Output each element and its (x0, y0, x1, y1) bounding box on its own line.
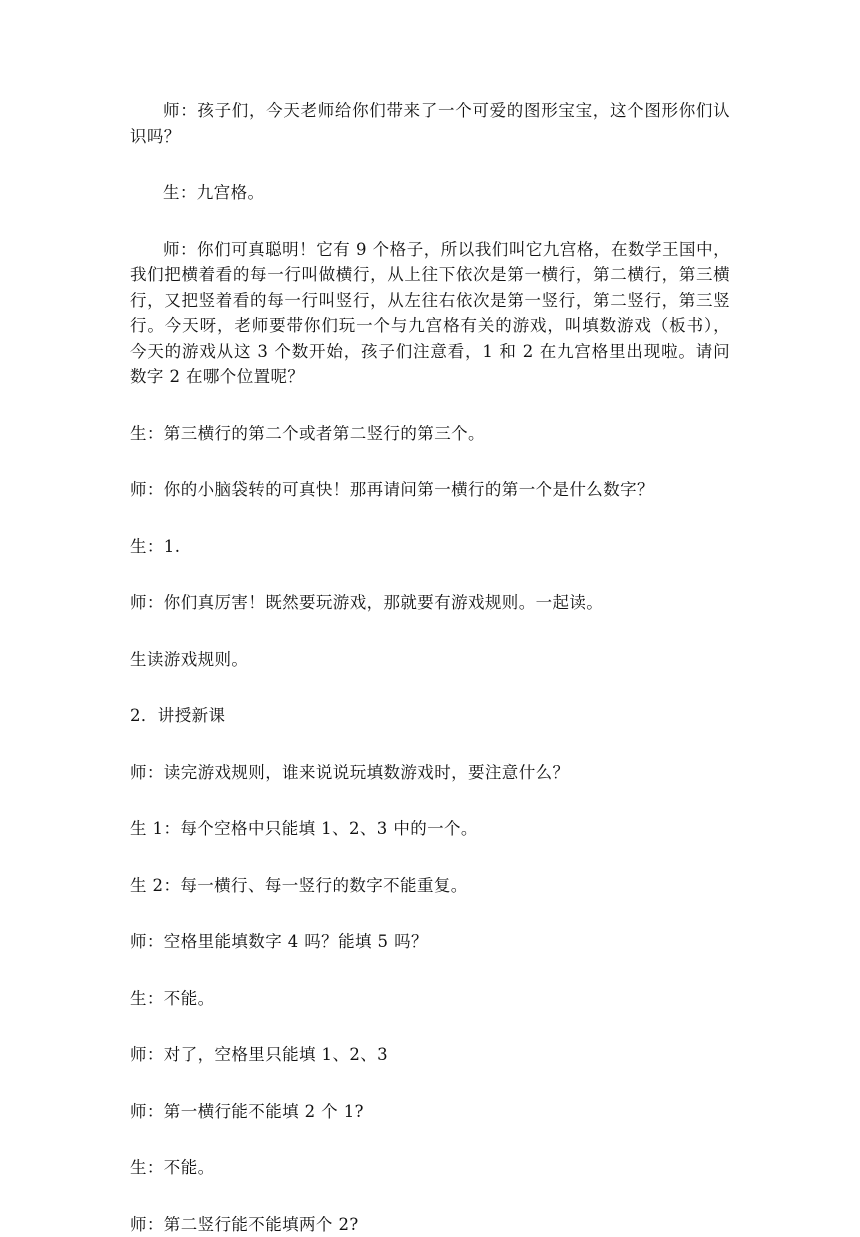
paragraph: 师：空格里能填数字 4 吗？能填 5 吗？ (130, 929, 730, 955)
paragraph: 生：第三横行的第二个或者第二竖行的第三个。 (130, 421, 730, 447)
paragraph: 师：第二竖行能不能填两个 2? (130, 1212, 730, 1237)
paragraph: 师：你们可真聪明！它有 9 个格子，所以我们叫它九宫格，在数学王国中，我们把横着看的每一行叫做横行，从上往下依次是第一横行，第二横行，第三横行，又把竖着看的每一行叫竖行，从左往右依次是第一竖行，第二竖行，第三竖行。今天呀，老师要带你们玩一个与九宫格有关的游戏，叫填数游戏（板书），今天的游戏从这 3 个数开始，孩子们注意看，1 和 2 在九宫格里出现啦。请问数字 2 在哪个位置呢？ (130, 237, 730, 390)
paragraph: 生读游戏规则。 (130, 647, 730, 673)
paragraph: 生：不能。 (130, 1155, 730, 1181)
paragraph: 生 1：每个空格中只能填 1、2、3 中的一个。 (130, 816, 730, 842)
paragraph: 师：你们真厉害！既然要玩游戏，那就要有游戏规则。一起读。 (130, 590, 730, 616)
paragraph: 师：读完游戏规则，谁来说说玩填数游戏时，要注意什么？ (130, 760, 730, 786)
paragraph: 师：你的小脑袋转的可真快！那再请问第一横行的第一个是什么数字？ (130, 477, 730, 503)
paragraph: 师：第一横行能不能填 2 个 1? (130, 1099, 730, 1125)
paragraph: 师：孩子们，今天老师给你们带来了一个可爱的图形宝宝，这个图形你们认识吗？ (130, 98, 730, 149)
paragraph: 生 2：每一横行、每一竖行的数字不能重复。 (130, 873, 730, 899)
document-body (130, 98, 730, 1237)
paragraph: 师：对了，空格里只能填 1、2、3 (130, 1042, 730, 1068)
paragraph: 生：九宫格。 (130, 180, 730, 206)
paragraph: 生：不能。 (130, 986, 730, 1012)
paragraph: 生：1. (130, 534, 730, 560)
section-heading: 2．讲授新课 (130, 703, 730, 729)
